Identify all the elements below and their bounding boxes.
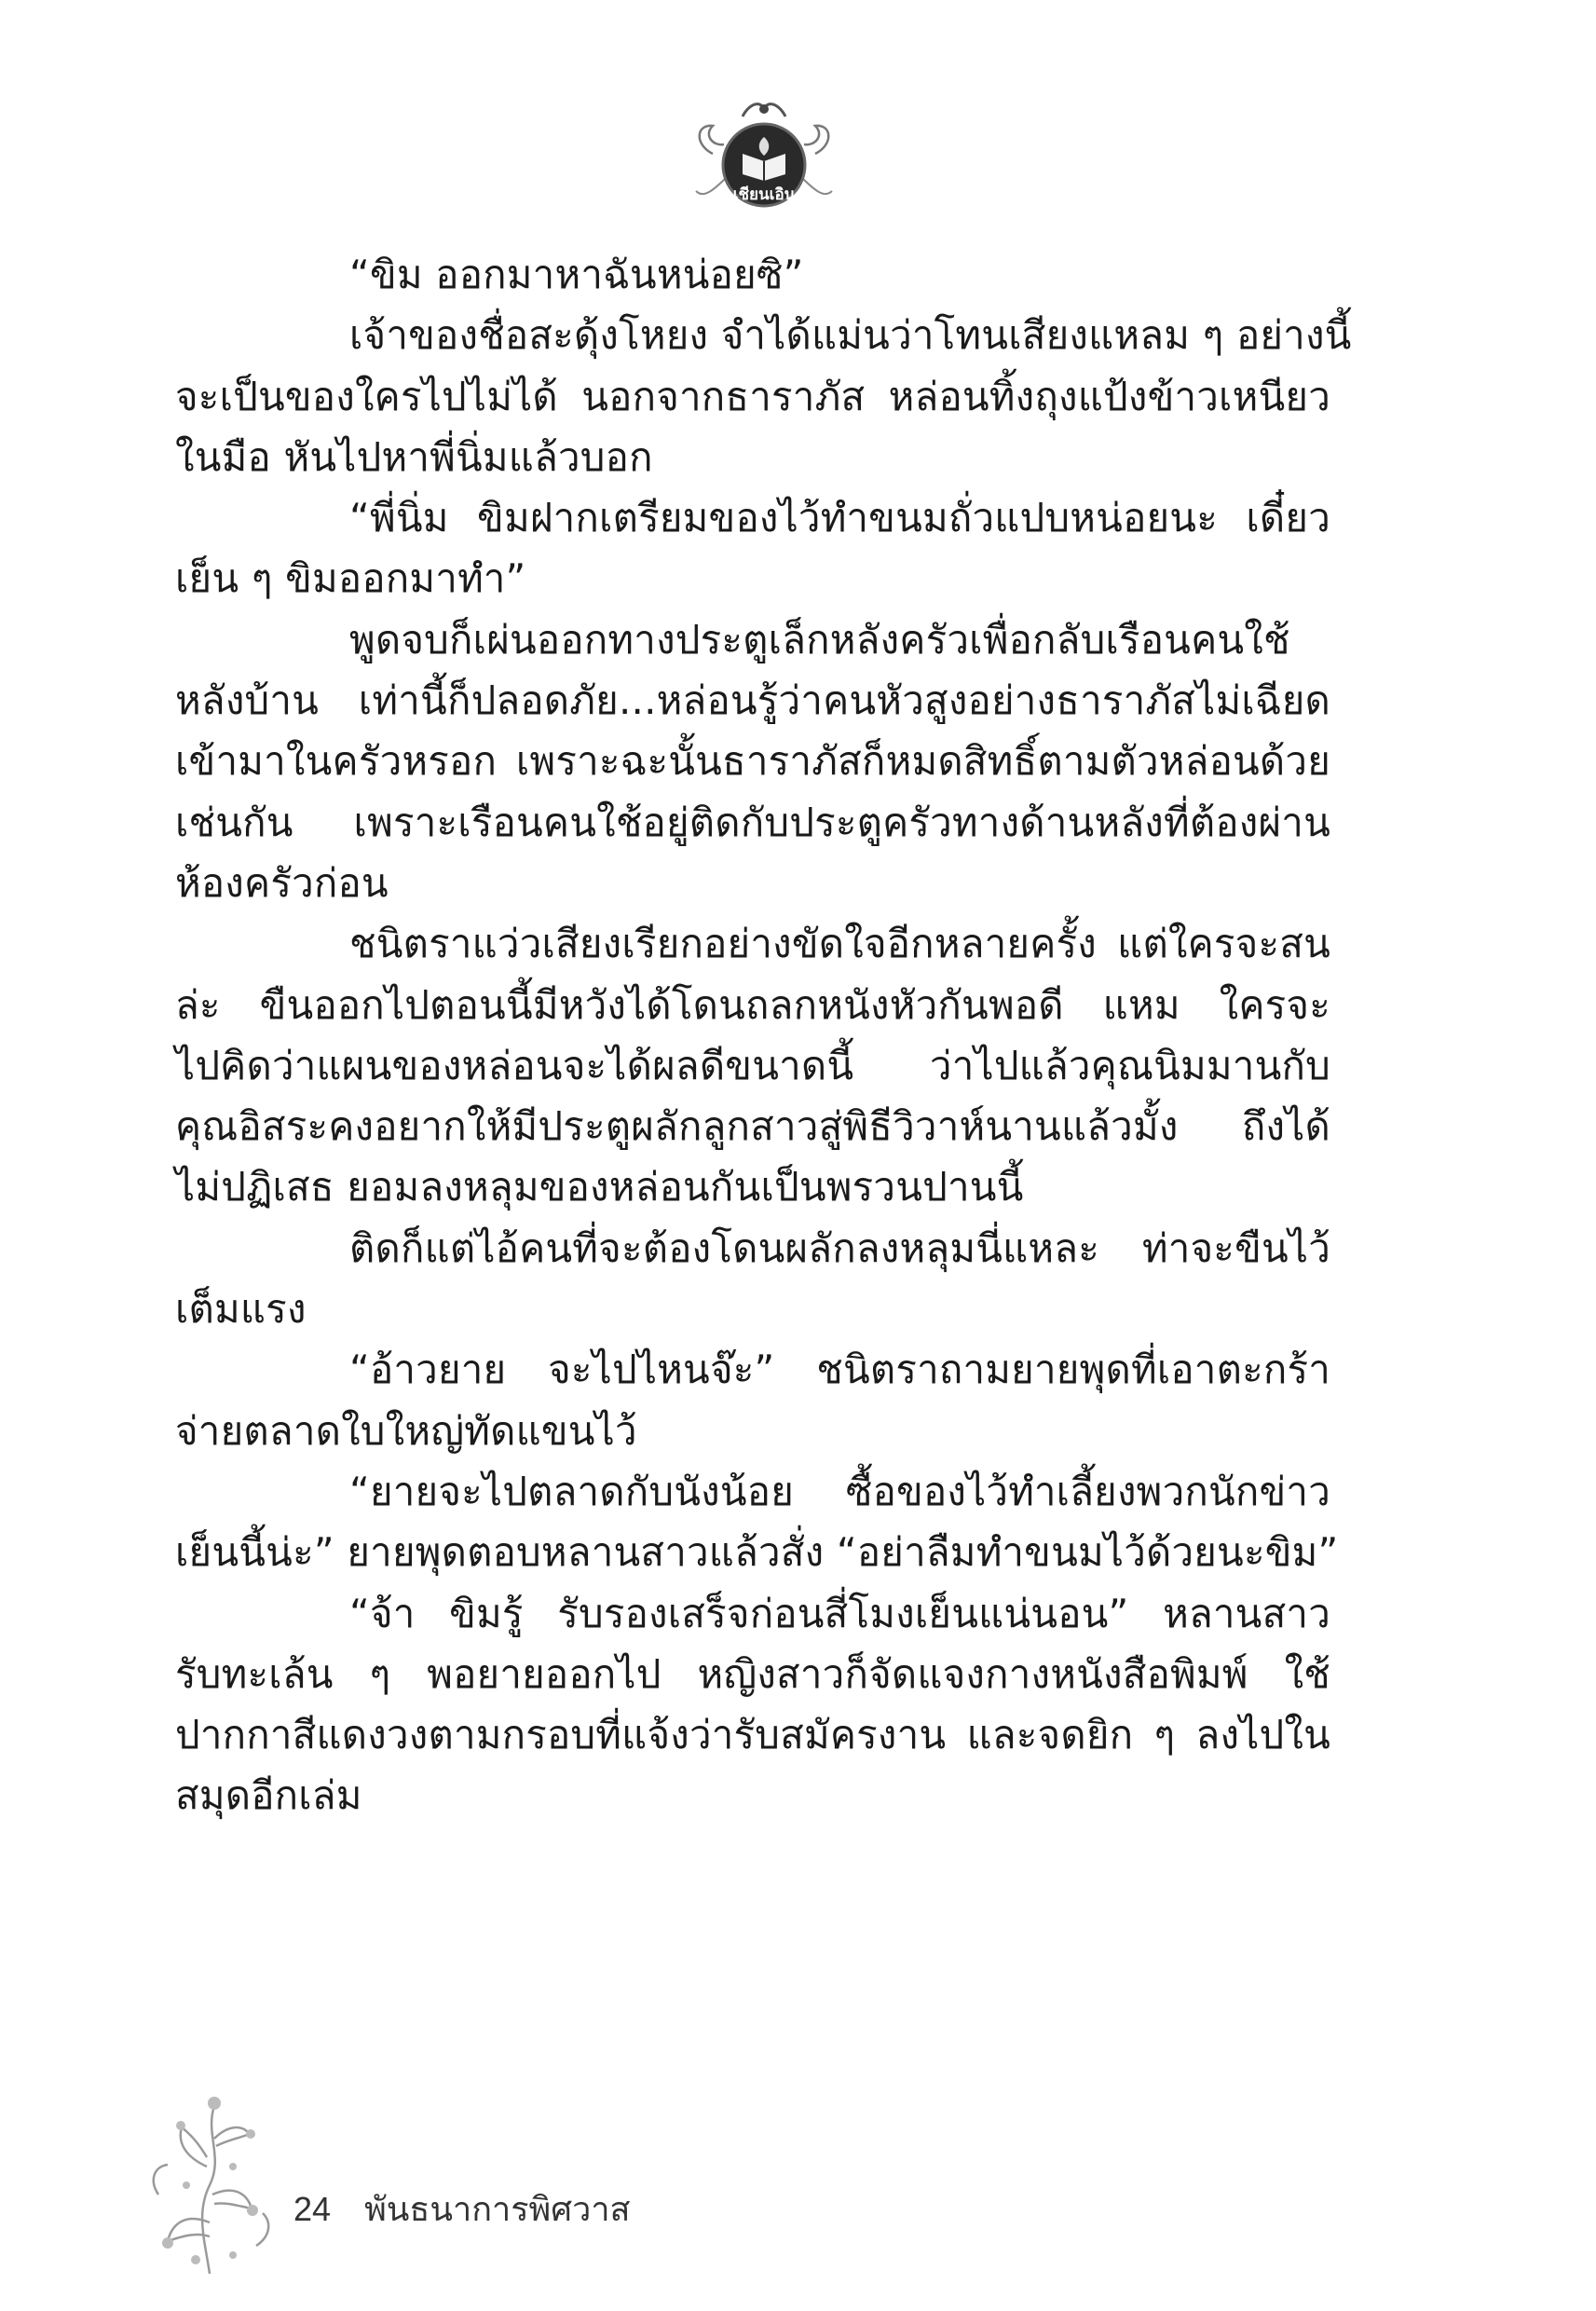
text-line: รับทะเล้น ๆ พอยายออกไป หญิงสาวก็จัดแจงกางหนังสือพิมพ์ ใช้ bbox=[175, 1650, 1330, 1697]
chapter-body bbox=[175, 244, 1352, 1826]
text-line: “พี่นิ่ม ขิมฝากเตรียมของไว้ทำขนมถั่วแปบหน่อยนะ เดี๋ยว bbox=[349, 495, 1330, 541]
text-line: เต็มแรง bbox=[175, 1286, 307, 1333]
paragraph bbox=[175, 487, 1330, 609]
text-line: ในมือ หันไปหาพี่นิ่มแล้วบอก bbox=[175, 433, 653, 480]
text-line: “อ้าวยาย จะไปไหนจ๊ะ” ชนิตราถามยายพุดที่เอาตะกร้า bbox=[349, 1347, 1330, 1393]
text-line: ไปคิดว่าแผนของหล่อนจะได้ผลดีขนาดนี้ ว่าไปแล้วคุณนิมมานกับ bbox=[175, 1042, 1330, 1088]
text-line: เจ้าของชื่อสะดุ้งโหยง จำได้แม่นว่าโทนเสียงแหลม ๆ อย่างนี้ bbox=[349, 312, 1352, 359]
text-line: จะเป็นของใครไปไม่ได้ นอกจากธาราภัส หล่อนทิ้งถุงแป้งข้าวเหนียว bbox=[175, 373, 1330, 419]
paragraph bbox=[175, 1461, 1339, 1583]
floral-flourish-icon bbox=[140, 2083, 280, 2278]
text-line: เย็นนี้น่ะ” ยายพุดตอบหลานสาวแล้วสั่ง “อย่าลืมทำขนมไว้ด้วยนะขิม” bbox=[175, 1529, 1339, 1576]
text-line: ล่ะ ขืนออกไปตอนนี้มีหวังได้โดนถลกหนังหัวกันพอดี แหม ใครจะ bbox=[175, 981, 1330, 1028]
paragraph bbox=[175, 609, 1330, 913]
header-logo bbox=[685, 89, 843, 219]
text-line: เข้ามาในครัวหรอก เพราะฉะนั้นธาราภัสก็หมดสิทธิ์ตามตัวหล่อนด้วย bbox=[175, 738, 1330, 785]
paragraph bbox=[175, 1218, 1330, 1340]
text-line: พูดจบก็เผ่นออกทางประตูเล็กหลังครัวเพื่อกลับเรือนคนใช้ bbox=[349, 616, 1290, 663]
page-number: 24 bbox=[293, 2190, 332, 2228]
text-line: สมุดอีกเล่ม bbox=[175, 1772, 362, 1819]
text-line: “ยายจะไปตลาดกับนังน้อย ซื้อของไว้ทำเลี้ยงพวกนักข่าว bbox=[349, 1468, 1330, 1514]
paragraph bbox=[175, 305, 1352, 487]
text-line: ปากกาสีแดงวงตามกรอบที่แจ้งว่ารับสมัครงาน และจดยิก ๆ ลงไปใน bbox=[175, 1712, 1330, 1758]
text-line: ห้องครัวก่อน bbox=[175, 859, 389, 906]
text-line: หลังบ้าน เท่านี้ก็ปลอดภัย...หล่อนรู้ว่าคนหัวสูงอย่างธาราภัสไม่เฉียด bbox=[175, 677, 1330, 724]
text-line: เช่นกัน เพราะเรือนคนใช้อยู่ติดกับประตูครัวทางด้านหลังที่ต้องผ่าน bbox=[175, 799, 1330, 845]
paragraph bbox=[175, 1583, 1330, 1826]
paragraph bbox=[175, 1339, 1330, 1461]
text-line: ติดก็แต่ไอ้คนที่จะต้องโดนผลักลงหลุมนี่แหละ ท่าจะขืนไว้ bbox=[349, 1224, 1330, 1271]
text-line: คุณอิสระคงอยากให้มีประตูผลักลูกสาวสู่พิธีวิวาห์นานแล้วมั้ง ถึงได้ bbox=[175, 1103, 1330, 1150]
text-line: ไม่ปฏิเสธ ยอมลงหลุมของหล่อนกันเป็นพรวนปานนี้ bbox=[175, 1164, 1024, 1210]
paragraph bbox=[175, 244, 1330, 305]
text-line: เย็น ๆ ขิมออกมาทำ” bbox=[175, 555, 526, 602]
text-line: ชนิตราแว่วเสียงเรียกอย่างขัดใจอีกหลายครั้ง แต่ใครจะสน bbox=[349, 921, 1330, 967]
paragraph bbox=[175, 913, 1330, 1217]
text-line: “ขิม ออกมาหาฉันหน่อยซิ” bbox=[349, 252, 804, 297]
book-title: พันธนาการพิศวาส bbox=[364, 2190, 631, 2228]
text-line: “จ้า ขิมรู้ รับรองเสร็จก่อนสี่โมงเย็นแน่นอน” หลานสาว bbox=[349, 1590, 1330, 1636]
logo-text: เชียนเอิน bbox=[732, 185, 796, 204]
text-line: จ่ายตลาดใบใหญ่ทัดแขนไว้ bbox=[175, 1407, 637, 1454]
page-footer bbox=[293, 2182, 631, 2236]
